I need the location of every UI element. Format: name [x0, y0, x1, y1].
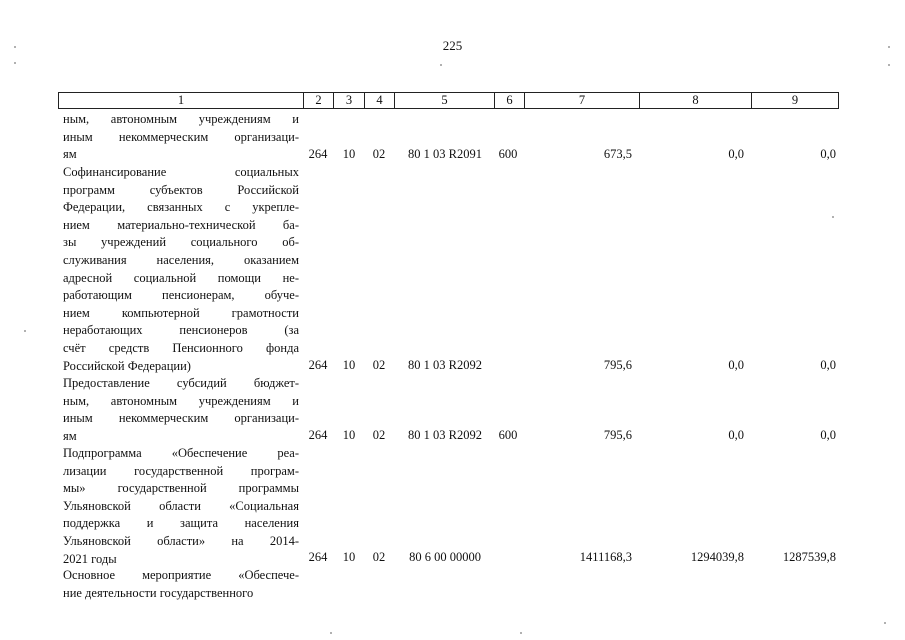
- cell-amount-3: 0,0: [820, 147, 836, 161]
- cell-ministry-code: 264: [308, 358, 328, 372]
- cell-section: 10: [342, 358, 356, 372]
- cell-ministry-code: 264: [308, 550, 328, 564]
- cell-section: 10: [342, 147, 356, 161]
- cell-ministry-code: 264: [308, 428, 328, 442]
- header-col-4: 4: [364, 93, 394, 108]
- cell-expense-type: [494, 549, 522, 566]
- description-line: Предоставление субсидий бюджет-: [63, 376, 299, 390]
- cell-subsection: 02: [372, 147, 386, 161]
- description-line: неработающих пенсионеров (за: [63, 323, 299, 338]
- cell-target-code: 80 1 03 R2092: [408, 428, 482, 442]
- description-line: мы» государственной программы: [63, 481, 299, 496]
- header-col-5: 5: [394, 93, 494, 108]
- header-col-2: 2: [303, 93, 333, 108]
- cell-amount-3: 1287539,8: [782, 550, 836, 564]
- scan-speck: [330, 632, 332, 634]
- table-header: [58, 92, 839, 109]
- description-line: Ульяновской области «Социальная: [63, 498, 299, 513]
- description-line: ям: [63, 428, 77, 443]
- description-line: работающим пенсионерам, обуче-: [63, 288, 299, 303]
- page-number: 225: [442, 38, 463, 53]
- cell-target-code: 80 6 00 00000: [409, 550, 481, 564]
- description-line: адресной социальной помощи не-: [63, 270, 299, 285]
- description-line: ным, автономным учреждениям и: [63, 112, 299, 126]
- cell-subsection: 02: [372, 358, 386, 372]
- cell-amount-3: 0,0: [820, 358, 836, 372]
- header-col-6: 6: [494, 93, 524, 108]
- cell-amount-1: 795,6: [603, 428, 632, 442]
- description-line: Софинансирование социальных: [63, 165, 299, 179]
- description-line: поддержка и защита населения: [63, 516, 299, 531]
- cell-amount-2: 0,0: [728, 428, 744, 442]
- cell-expense-type: 600: [498, 147, 518, 161]
- header-col-8: 8: [639, 93, 751, 108]
- description-line: иным некоммерческим организаци-: [63, 129, 299, 144]
- description-line: Федерации, связанных с укрепле-: [63, 200, 299, 215]
- row-description: [63, 567, 299, 602]
- scan-speck: [520, 632, 522, 634]
- cell-target-code: 80 1 03 R2091: [408, 147, 482, 161]
- description-line: Подпрограмма «Обеспечение реа-: [63, 446, 299, 460]
- header-col-7: 7: [524, 93, 639, 108]
- scan-speck: [14, 62, 16, 64]
- description-line: Ульяновской области» на 2014-: [63, 533, 299, 548]
- scan-speck: [24, 330, 26, 332]
- description-line: ние деятельности государственного: [63, 585, 254, 600]
- description-line: ям: [63, 147, 77, 162]
- row-description: [63, 111, 299, 164]
- cell-amount-1: 673,5: [603, 147, 632, 161]
- description-line: нием материально-технической ба-: [63, 217, 299, 232]
- scan-speck: [832, 216, 834, 218]
- scan-speck: [14, 46, 16, 48]
- cell-amount-2: 0,0: [728, 358, 744, 372]
- cell-amount-1: 795,6: [603, 358, 632, 372]
- header-col-1: 1: [177, 93, 185, 107]
- cell-section: 10: [342, 428, 356, 442]
- description-line: служивания населения, оказанием: [63, 252, 299, 267]
- scan-speck: [888, 64, 890, 66]
- cell-amount-2: 1294039,8: [690, 550, 744, 564]
- scan-speck: [884, 622, 886, 624]
- description-line: ным, автономным учреждениям и: [63, 393, 299, 408]
- cell-subsection: 02: [372, 428, 386, 442]
- description-line: зы учреждений социального об-: [63, 235, 299, 250]
- cell-expense-type: 600: [498, 428, 518, 442]
- description-line: лизации государственной програм-: [63, 463, 299, 478]
- cell-amount-2: 0,0: [728, 147, 744, 161]
- cell-expense-type: [494, 357, 522, 374]
- description-line: Основное мероприятие «Обеспече-: [63, 568, 299, 582]
- description-line: нием компьютерной грамотности: [63, 305, 299, 320]
- scan-speck: [888, 46, 890, 48]
- cell-section: 10: [342, 550, 356, 564]
- row-description: [63, 375, 299, 445]
- header-col-3: 3: [333, 93, 364, 108]
- cell-ministry-code: 264: [308, 147, 328, 161]
- row-description: [63, 445, 299, 568]
- description-line: счёт средств Пенсионного фонда: [63, 340, 299, 355]
- description-line: 2021 годы: [63, 551, 117, 566]
- description-line: Российской Федерации): [63, 358, 191, 373]
- cell-amount-3: 0,0: [820, 428, 836, 442]
- row-description: [63, 164, 299, 375]
- header-col-9: 9: [751, 93, 838, 108]
- cell-amount-1: 1411168,3: [579, 550, 632, 564]
- cell-target-code: 80 1 03 R2092: [408, 358, 482, 372]
- cell-subsection: 02: [372, 550, 386, 564]
- scan-speck: [440, 64, 442, 66]
- description-line: иным некоммерческим организаци-: [63, 411, 299, 426]
- description-line: программ субъектов Российской: [63, 182, 299, 197]
